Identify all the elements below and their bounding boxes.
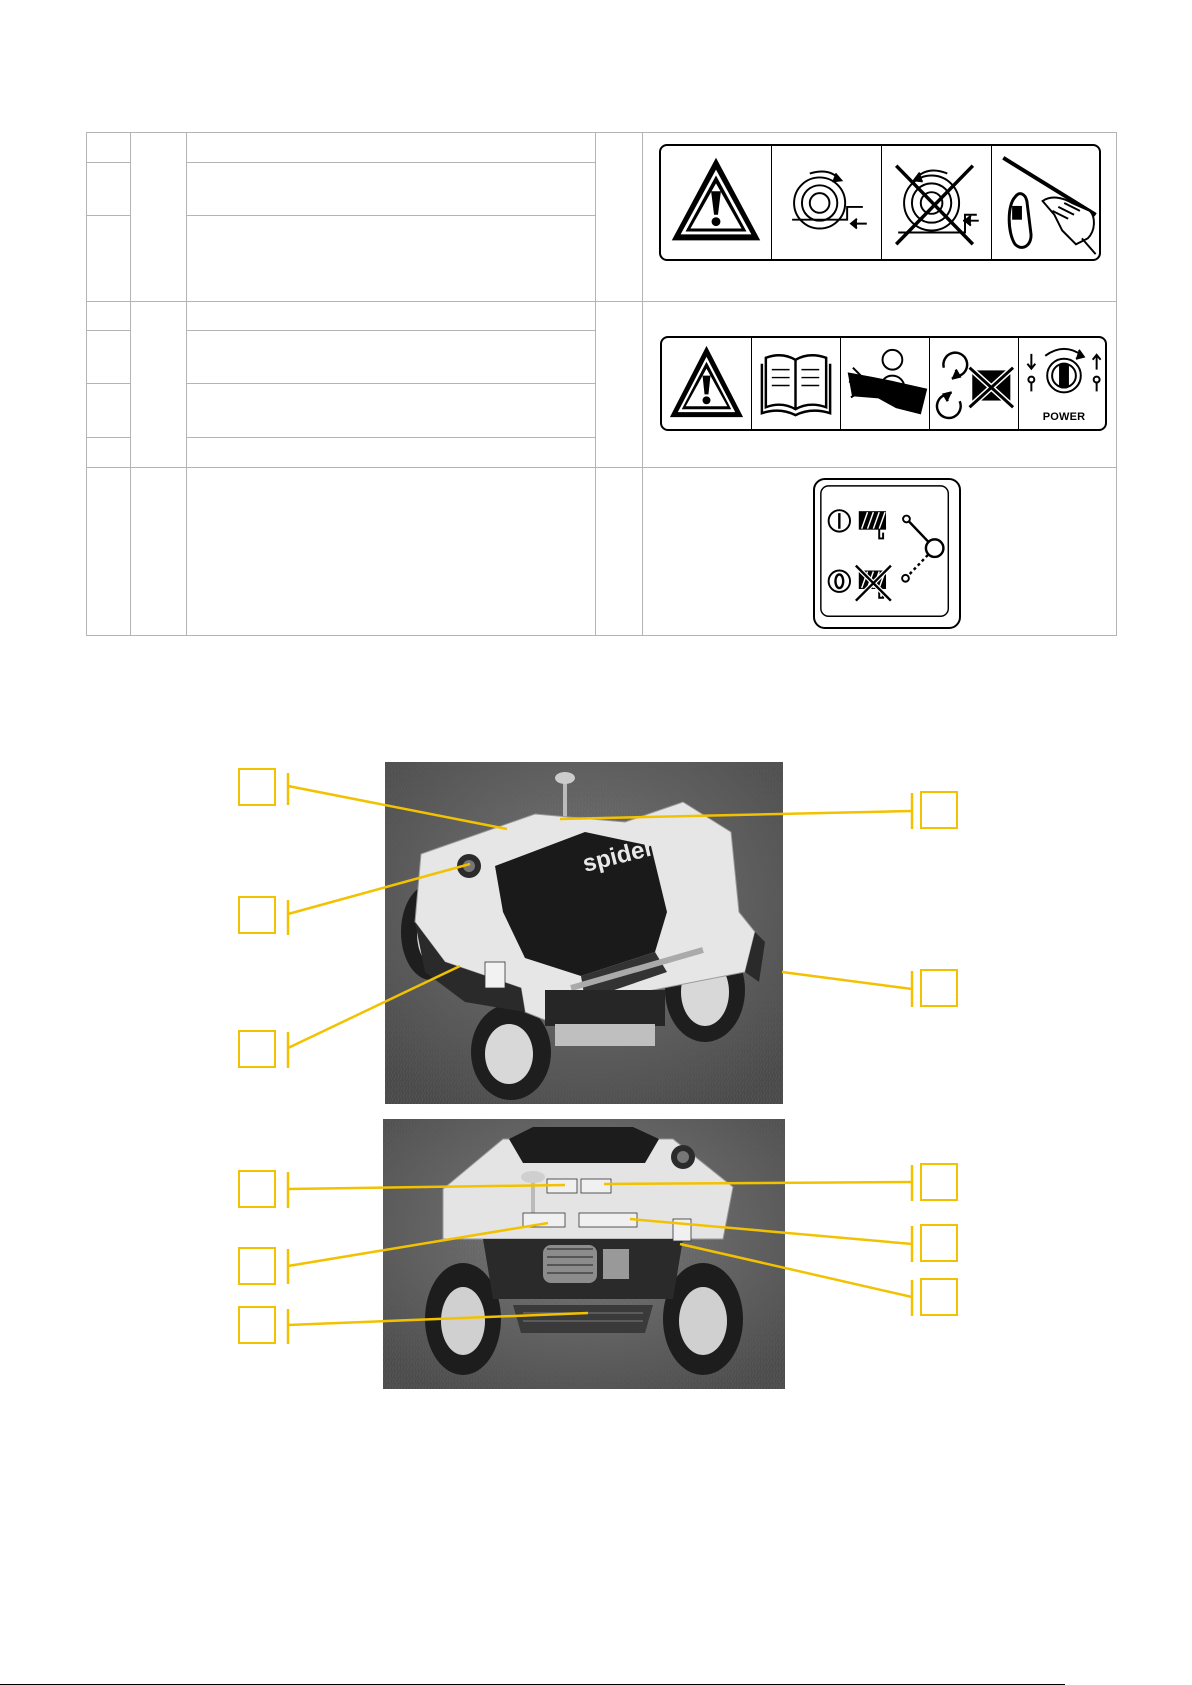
off-position-O-icon [829, 571, 850, 592]
spider-logo: spider [579, 834, 657, 878]
winch-on-icon [860, 512, 885, 538]
column-divider [595, 133, 596, 635]
rotation-crossed-icon [930, 338, 1019, 429]
row-divider [186, 437, 595, 438]
row-divider [186, 330, 595, 331]
power-key-switch-icon [1019, 338, 1107, 429]
callout-box [238, 768, 276, 806]
power-label: POWER [1042, 411, 1086, 423]
warning-triangle-icon [661, 146, 772, 259]
callout-box [920, 1163, 958, 1201]
row-divider [186, 383, 595, 384]
carabiner-hook-hand-icon [992, 146, 1101, 259]
column-divider [642, 133, 643, 635]
lever-switch-icon [902, 516, 943, 582]
callout-box [238, 896, 276, 934]
callout-box [920, 1278, 958, 1316]
winch-warning-sign [659, 144, 1101, 261]
hand-crush-rollers-icon [841, 338, 930, 429]
winch-switch-sign [813, 478, 961, 629]
callout-box [920, 791, 958, 829]
safety-labels-table [86, 132, 1117, 636]
column-divider [130, 133, 131, 635]
row-divider [87, 215, 130, 216]
mower-rear-photo [383, 1119, 785, 1389]
callout-box [920, 969, 958, 1007]
callout-box [238, 1306, 276, 1344]
callout-box [920, 1224, 958, 1262]
row-divider [186, 215, 595, 216]
warning-triangle-icon [662, 338, 752, 429]
row-divider [87, 162, 130, 163]
winch-correct-winding-icon [772, 146, 882, 259]
callout-box [238, 1030, 276, 1068]
winch-off-crossed-icon [856, 566, 891, 601]
row-divider [87, 383, 130, 384]
winch-wrong-winding-crossed-icon [882, 146, 992, 259]
row-divider [87, 301, 1116, 302]
column-divider [186, 133, 187, 635]
row-divider [87, 437, 130, 438]
on-position-I-icon [829, 510, 850, 531]
mower-front-photo [385, 762, 783, 1104]
row-divider [186, 162, 595, 163]
machine-warning-sign [660, 336, 1107, 431]
row-divider [87, 467, 1116, 468]
callout-box [238, 1247, 276, 1285]
manual-book-icon [752, 338, 841, 429]
callout-box [238, 1170, 276, 1208]
row-divider [87, 330, 130, 331]
